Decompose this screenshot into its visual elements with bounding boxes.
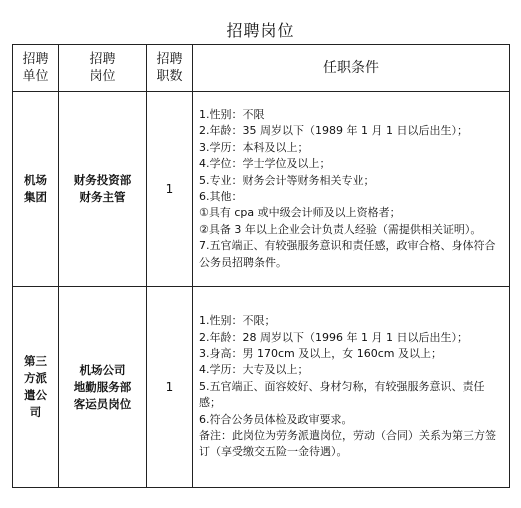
unit-cell: 第三 方派 遣公 司 [13, 287, 59, 488]
requirements-cell [193, 287, 510, 488]
requirement-line: 2.年龄：35 周岁以下（1989 年 1 月 1 日以后出生）； [199, 124, 468, 138]
requirement-line: 4.学位：学士学位及以上； [199, 157, 331, 171]
position-cell: 机场公司 地勤服务部 客运员岗位 [59, 287, 147, 488]
requirements-cell [193, 92, 510, 287]
table-row [13, 92, 510, 287]
requirement-line: ②具备 3 年以上企业会计负责人经验（需提供相关证明）。 [199, 222, 482, 236]
header-count: 招聘 职数 [147, 45, 193, 92]
count-cell: 1 [147, 287, 193, 488]
count-cell: 1 [147, 92, 193, 287]
table-row [13, 287, 510, 488]
requirement-line: 4.学历：大专及以上； [199, 363, 309, 377]
requirement-line: 1.性别：不限； [199, 314, 276, 328]
requirement-line: 6.其他： [199, 190, 243, 203]
header-requirements: 任职条件 [193, 45, 510, 92]
requirement-line: 5.五官端正、面容姣好、身材匀称，有较强服务意识、责任感； [199, 379, 485, 410]
header-unit: 招聘 单位 [13, 45, 59, 92]
requirement-line: 3.身高：男 170cm 及以上，女 160cm 及以上； [199, 346, 442, 360]
requirement-line: 6.符合公务员体检及政审要求。 [199, 412, 353, 426]
requirement-line: 1.性别：不限 [199, 107, 265, 121]
requirement-line: 3.学历：本科及以上； [199, 140, 309, 154]
requirement-line: 备注：此岗位为劳务派遣岗位，劳动（合同）关系为第三方签订（享受缴交五险一金待遇）。 [199, 429, 496, 459]
requirement-line: 7.五官端正、有较强服务意识和责任感，政审合格、身体符合公务员招聘条件。 [199, 239, 496, 269]
table-header-row [13, 45, 510, 92]
position-cell: 财务投资部 财务主管 [59, 92, 147, 287]
recruitment-table [12, 44, 510, 488]
page-title: 招聘岗位 [226, 21, 295, 40]
requirement-line: ①具有 cpa 或中级会计师及以上资格者； [199, 206, 401, 220]
header-position: 招聘 岗位 [59, 45, 147, 92]
requirement-line: 2.年龄：28 周岁以下（1996 年 1 月 1 日以后出生）； [199, 330, 468, 344]
unit-cell: 机场 集团 [13, 92, 59, 287]
requirement-line: 5.专业：财务会计等财务相关专业； [199, 173, 375, 187]
